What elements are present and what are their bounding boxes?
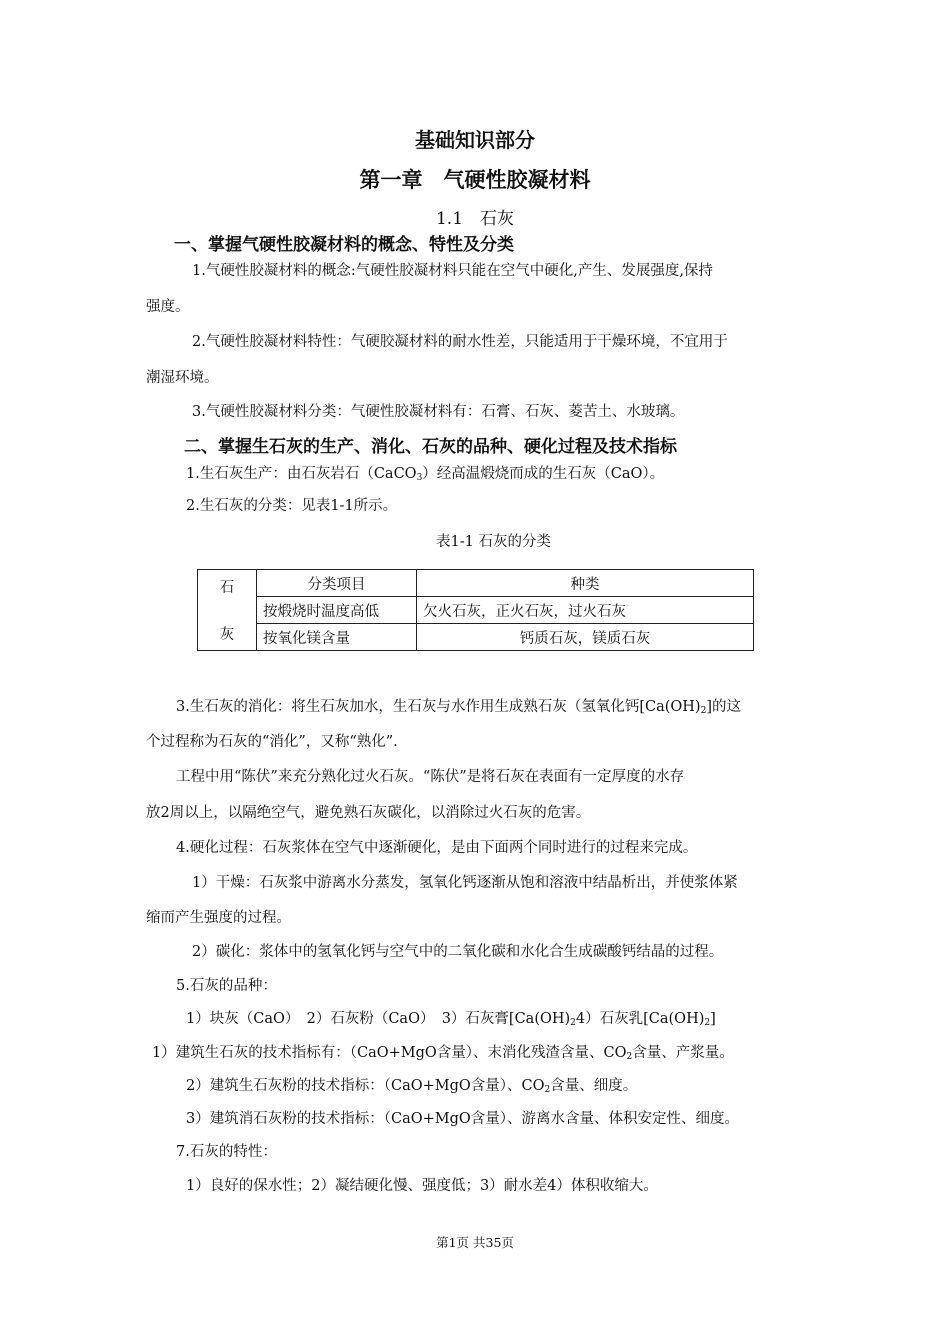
heading-part-1: 一、掌握气硬性胶凝材料的概念、特性及分类 (174, 235, 514, 255)
table-caption: 表1-1 石灰的分类 (436, 534, 551, 550)
paragraph-digestion-line1: 3.生石灰的消化：将生石灰加水，生石灰与水作用生成熟石灰（氢氧化钙$[Ca(OH)_2]$的这 (176, 699, 741, 716)
paragraph-feature-line2: 潮湿环境。 (146, 370, 219, 386)
table-cell-kind: 欠火石灰，正火石灰，过火石灰 (417, 597, 754, 624)
row-label-top: 石 (219, 580, 235, 596)
col-header-item: 分类项目 (257, 570, 417, 597)
chapter-title: 第一章 气硬性胶凝材料 (359, 168, 591, 192)
paragraph-properties: 7.石灰的特性： (176, 1144, 277, 1160)
table-row (198, 597, 754, 624)
lime-classification-table (197, 569, 754, 651)
table-header-row (198, 570, 754, 597)
table-cell-kind: 钙质石灰，镁质石灰 (417, 624, 754, 651)
paragraph-properties-list: 1）良好的保水性；2）凝结硬化慢、强度低；3）耐水差4）体积收缩大。 (186, 1178, 658, 1194)
paragraph-concept-line2: 强度。 (146, 299, 190, 315)
table-row (198, 624, 754, 651)
paragraph-drying-line1: 1）干燥：石灰浆中游离水分蒸发，氢氧化钙逐渐从饱和溶液中结晶析出，并使浆体紧 (192, 875, 738, 891)
document-title: 基础知识部分 (415, 128, 535, 152)
paragraph-variety-list: 1）块灰（CaO） 2）石灰粉（CaO） 3）石灰膏$[Ca(OH)_24)$石灰乳$[Ca(OH)_2]$ (186, 1011, 716, 1028)
paragraph-aging-line1: 工程中用“陈伏”来充分熟化过火石灰。“陈伏”是将石灰在表面有一定厚度的水存 (176, 769, 685, 785)
paragraph-hardening: 4.硬化过程：石灰浆体在空气中逐渐硬化，是由下面两个同时进行的过程来完成。 (176, 840, 698, 856)
paragraph-digestion-line2: 个过程称为石灰的“消化”，又称“熟化”. (146, 734, 398, 750)
page-number: 第1页 共35页 (436, 1235, 514, 1250)
paragraph-index-slaked-lime: 3）建筑消石灰粉的技术指标：（CaO+MgO含量）、游离水含量、体积安定性、细度。 (186, 1111, 740, 1127)
paragraph-feature-line1: 2.气硬性胶凝材料特性：气硬胶凝材料的耐水性差，只能适用于干燥环境，不宜用于 (192, 334, 728, 350)
paragraph-classification: 3.气硬性胶凝材料分类：气硬性胶凝材料有：石膏、石灰、菱苦土、水玻璃。 (192, 404, 685, 420)
paragraph-variety: 5.石灰的品种： (176, 978, 277, 994)
table-cell-item: 按煅烧时温度高低 (257, 597, 417, 624)
paragraph-drying-line2: 缩而产生强度的过程。 (146, 910, 291, 926)
row-label-bottom: 灰 (219, 627, 235, 643)
section-title: 1.1 石灰 (435, 209, 515, 229)
paragraph-aging-line2: 放2周以上，以隔绝空气，避免熟石灰碳化，以消除过火石灰的危害。 (146, 805, 591, 821)
paragraph-category-ref: 2.生石灰的分类：见表1-1所示。 (186, 498, 398, 514)
paragraph-index-quicklime: 1）建筑生石灰的技术指标有：（CaO+MgO含量）、末消化残渣含量、$CO_2$含量、产浆量。 (152, 1045, 734, 1062)
table-row-label (198, 570, 257, 651)
heading-part-2: 二、掌握生石灰的生产、消化、石灰的品种、硬化过程及技术指标 (184, 437, 677, 457)
paragraph-concept-line1: 1.气硬性胶凝材料的概念:气硬性胶凝材料只能在空气中硬化,产生、发展强度,保持 (192, 263, 713, 279)
col-header-kind: 种类 (417, 570, 754, 597)
paragraph-carbonation: 2）碳化：浆体中的氢氧化钙与空气中的二氧化碳和水化合生成碳酸钙结晶的过程。 (192, 944, 724, 960)
paragraph-index-quicklime-powder: 2）建筑生石灰粉的技术指标：（CaO+MgO含量）、$CO_2$含量、细度。 (186, 1078, 638, 1095)
table-cell-item: 按氧化镁含量 (257, 624, 417, 651)
paragraph-production: 1.生石灰生产：由石灰岩石（CaCO$_3$）经高温煅烧而成的生石灰（CaO）。 (186, 466, 665, 483)
